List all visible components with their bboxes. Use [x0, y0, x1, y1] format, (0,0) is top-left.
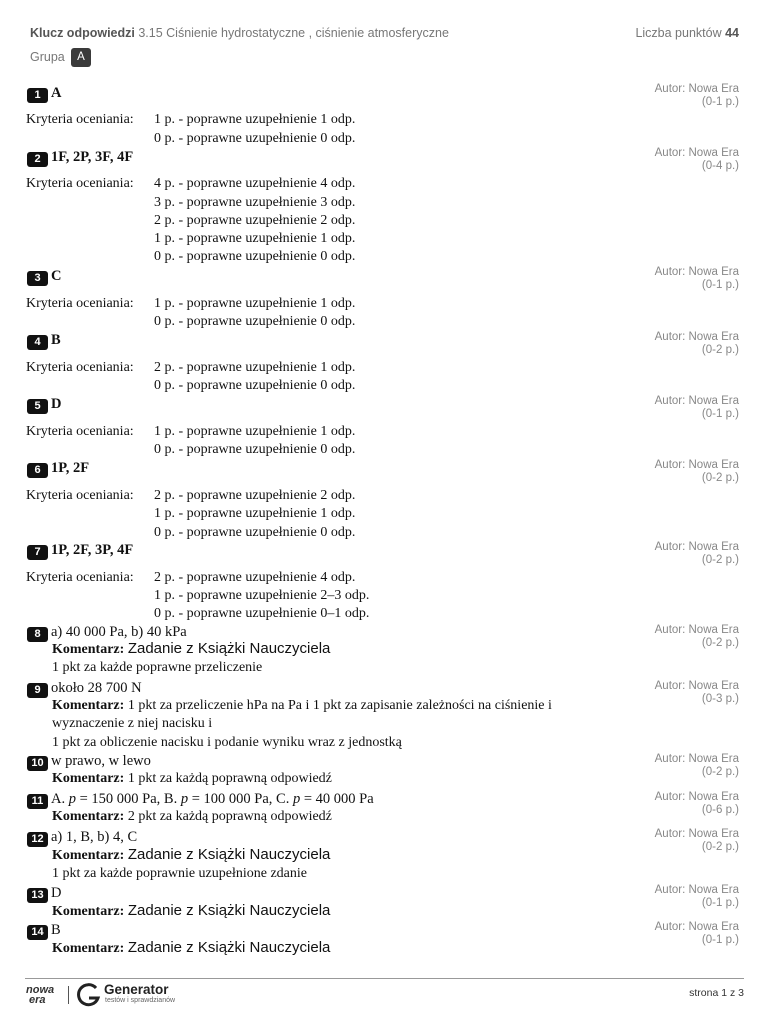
author: Autor: Nowa Era [654, 753, 739, 765]
comment [52, 846, 330, 864]
comment-line: 1 pkt za każde poprawnie uzupełnione zdanie [52, 866, 308, 881]
points-label: Liczba punktów [635, 26, 722, 40]
document-title [30, 26, 449, 40]
author: Autor: Nowa Era [654, 624, 739, 636]
answer: 1F, 2P, 3F, 4F [51, 149, 134, 165]
answer-part: = 40 000 Pa [300, 791, 374, 807]
answer: D [51, 885, 62, 901]
question-number: 2 [27, 152, 48, 167]
comment-text: Zadanie z Książki Nauczyciela [127, 640, 331, 657]
question-meta [655, 921, 739, 947]
comment-label: Komentarz: [52, 941, 125, 956]
question-meta [655, 541, 739, 567]
page-number: strona 1 z 3 [689, 987, 744, 999]
criteria-line: 3 p. - poprawne uzupełnienie 3 odp. [154, 195, 356, 210]
answer: około 28 700 N [51, 680, 142, 696]
group-badge: A [71, 48, 91, 67]
comment-text: 1 pkt za przeliczenie hPa na Pa i 1 pkt za zapisanie zależności na ciśnienie i [127, 698, 552, 713]
comment [52, 939, 330, 957]
criteria-label: Kryteria oceniania: [26, 424, 134, 439]
author: Autor: Nowa Era [654, 541, 739, 553]
question-number: 4 [27, 335, 48, 350]
criteria-line: 2 p. - poprawne uzupełnienie 2 odp. [154, 488, 356, 503]
points-range: (0-2 p.) [701, 766, 739, 778]
comment [52, 640, 330, 658]
criteria-line: 4 p. - poprawne uzupełnienie 4 odp. [154, 176, 356, 191]
points-range: (0-2 p.) [701, 841, 739, 853]
points-range: (0-2 p.) [701, 637, 739, 649]
points-range: (0-2 p.) [701, 554, 739, 566]
criteria-line: 0 p. - poprawne uzupełnienie 0 odp. [154, 442, 356, 457]
criteria-label: Kryteria oceniania: [26, 296, 134, 311]
author: Autor: Nowa Era [654, 680, 739, 692]
points-range: (0-1 p.) [701, 279, 739, 291]
answer: 1P, 2F [51, 460, 90, 476]
points-range: (0-1 p.) [701, 408, 739, 420]
comment-line: 1 pkt za obliczenie nacisku i podanie wyniku wraz z jednostką [52, 735, 402, 750]
answer: B [51, 332, 61, 348]
criteria-line: 1 p. - poprawne uzupełnienie 1 odp. [154, 424, 356, 439]
group-label: Grupa [30, 50, 65, 64]
question-meta [655, 395, 739, 421]
question-meta [655, 624, 739, 650]
comment-label: Komentarz: [52, 771, 125, 786]
points-range: (0-6 p.) [701, 804, 739, 816]
criteria-label: Kryteria oceniania: [26, 360, 134, 375]
question-number: 9 [27, 683, 48, 698]
generator-title: Generator [104, 982, 169, 997]
criteria-line: 2 p. - poprawne uzupełnienie 2 odp. [154, 213, 356, 228]
question-number: 14 [27, 925, 48, 940]
criteria-line: 2 p. - poprawne uzupełnienie 4 odp. [154, 570, 356, 585]
logo-line: nowa [26, 984, 55, 996]
header [30, 26, 739, 46]
answer: B [51, 922, 61, 938]
points-range: (0-1 p.) [701, 934, 739, 946]
comment [52, 771, 332, 787]
criteria-line: 1 p. - poprawne uzupełnienie 1 odp. [154, 296, 356, 311]
criteria-line: 0 p. - poprawne uzupełnienie 0 odp. [154, 525, 356, 540]
criteria-line: 2 p. - poprawne uzupełnienie 1 odp. [154, 360, 356, 375]
answer: w prawo, w lewo [51, 753, 151, 769]
criteria-line: 0 p. - poprawne uzupełnienie 0–1 odp. [154, 606, 370, 621]
question-number: 7 [27, 545, 48, 560]
answer-variable: p [180, 791, 189, 807]
question-meta [655, 753, 739, 779]
question-number: 3 [27, 271, 48, 286]
author: Autor: Nowa Era [654, 331, 739, 343]
points-range: (0-1 p.) [701, 96, 739, 108]
author: Autor: Nowa Era [654, 83, 739, 95]
author: Autor: Nowa Era [654, 884, 739, 896]
question-meta [655, 828, 739, 854]
comment-text: Zadanie z Książki Nauczyciela [127, 939, 331, 956]
title-rest: 3.15 Ciśnienie hydrostatyczne , ciśnienie atmosferyczne [138, 26, 449, 40]
criteria-label: Kryteria oceniania: [26, 112, 134, 127]
author: Autor: Nowa Era [654, 147, 739, 159]
question-meta [655, 83, 739, 109]
criteria-line: 1 p. - poprawne uzupełnienie 1 odp. [154, 231, 356, 246]
generator-logo-icon [76, 983, 102, 1007]
question-number: 5 [27, 399, 48, 414]
question-meta [655, 884, 739, 910]
points-value: 44 [725, 26, 739, 40]
answer: C [51, 268, 62, 284]
points-total [635, 26, 739, 40]
question-number: 10 [27, 756, 48, 771]
logo-separator [68, 986, 69, 1004]
answer-variable: p [292, 791, 301, 807]
answer [51, 791, 374, 808]
criteria-line: 0 p. - poprawne uzupełnienie 0 odp. [154, 378, 356, 393]
criteria-label: Kryteria oceniania: [26, 570, 134, 585]
comment-text: 2 pkt za każdą poprawną odpowiedź [127, 809, 332, 824]
nowa-era-logo [26, 985, 58, 1007]
comment-line: 1 pkt za każde poprawne przeliczenie [52, 660, 263, 675]
question-meta [655, 459, 739, 485]
question-number: 8 [27, 627, 48, 642]
criteria-label: Kryteria oceniania: [26, 488, 134, 503]
answer: D [51, 396, 62, 412]
comment-label: Komentarz: [52, 642, 125, 657]
comment [52, 809, 332, 825]
points-range: (0-3 p.) [701, 693, 739, 705]
author: Autor: Nowa Era [654, 791, 739, 803]
answer-part: = 150 000 Pa, B. [75, 791, 181, 807]
author: Autor: Nowa Era [654, 395, 739, 407]
criteria-line: 0 p. - poprawne uzupełnienie 0 odp. [154, 131, 356, 146]
answer-part: = 100 000 Pa, C. [188, 791, 293, 807]
answer: A [51, 85, 62, 101]
logo-line: era [29, 994, 46, 1006]
answer: a) 40 000 Pa, b) 40 kPa [51, 624, 187, 640]
question-number: 1 [27, 88, 48, 103]
comment [52, 698, 552, 714]
points-range: (0-2 p.) [701, 344, 739, 356]
footer-divider [25, 978, 744, 979]
comment [52, 902, 330, 920]
question-meta [655, 266, 739, 292]
answer: 1P, 2F, 3P, 4F [51, 542, 134, 558]
points-range: (0-1 p.) [701, 897, 739, 909]
answer-variable: p [68, 791, 76, 807]
title-bold: Klucz odpowiedzi [30, 26, 135, 40]
question-number: 12 [27, 832, 48, 847]
comment-line: wyznaczenie z niej nacisku i [52, 716, 213, 731]
question-number: 6 [27, 463, 48, 478]
author: Autor: Nowa Era [654, 921, 739, 933]
author: Autor: Nowa Era [654, 459, 739, 471]
comment-text: Zadanie z Książki Nauczyciela [127, 902, 331, 919]
author: Autor: Nowa Era [654, 266, 739, 278]
comment-text: Zadanie z Książki Nauczyciela [127, 846, 331, 863]
generator-subtitle: testów i sprawdzianów [105, 997, 176, 1004]
question-number: 11 [27, 794, 48, 809]
criteria-line: 1 p. - poprawne uzupełnienie 2–3 odp. [154, 588, 370, 603]
answer: a) 1, B, b) 4, C [51, 829, 138, 845]
question-meta [655, 331, 739, 357]
question-meta [655, 147, 739, 173]
question-number: 13 [27, 888, 48, 903]
comment-label: Komentarz: [52, 904, 125, 919]
criteria-line: 0 p. - poprawne uzupełnienie 0 odp. [154, 249, 356, 264]
criteria-line: 0 p. - poprawne uzupełnienie 0 odp. [154, 314, 356, 329]
answer-part: A. [51, 791, 69, 807]
comment-label: Komentarz: [52, 848, 125, 863]
comment-label: Komentarz: [52, 698, 125, 713]
criteria-line: 1 p. - poprawne uzupełnienie 1 odp. [154, 506, 356, 521]
points-range: (0-2 p.) [701, 472, 739, 484]
question-meta [655, 791, 739, 817]
author: Autor: Nowa Era [654, 828, 739, 840]
question-meta [655, 680, 739, 706]
comment-text: 1 pkt za każdą poprawną odpowiedź [127, 771, 332, 786]
comment-label: Komentarz: [52, 809, 125, 824]
criteria-label: Kryteria oceniania: [26, 176, 134, 191]
points-range: (0-4 p.) [701, 160, 739, 172]
criteria-line: 1 p. - poprawne uzupełnienie 1 odp. [154, 112, 356, 127]
